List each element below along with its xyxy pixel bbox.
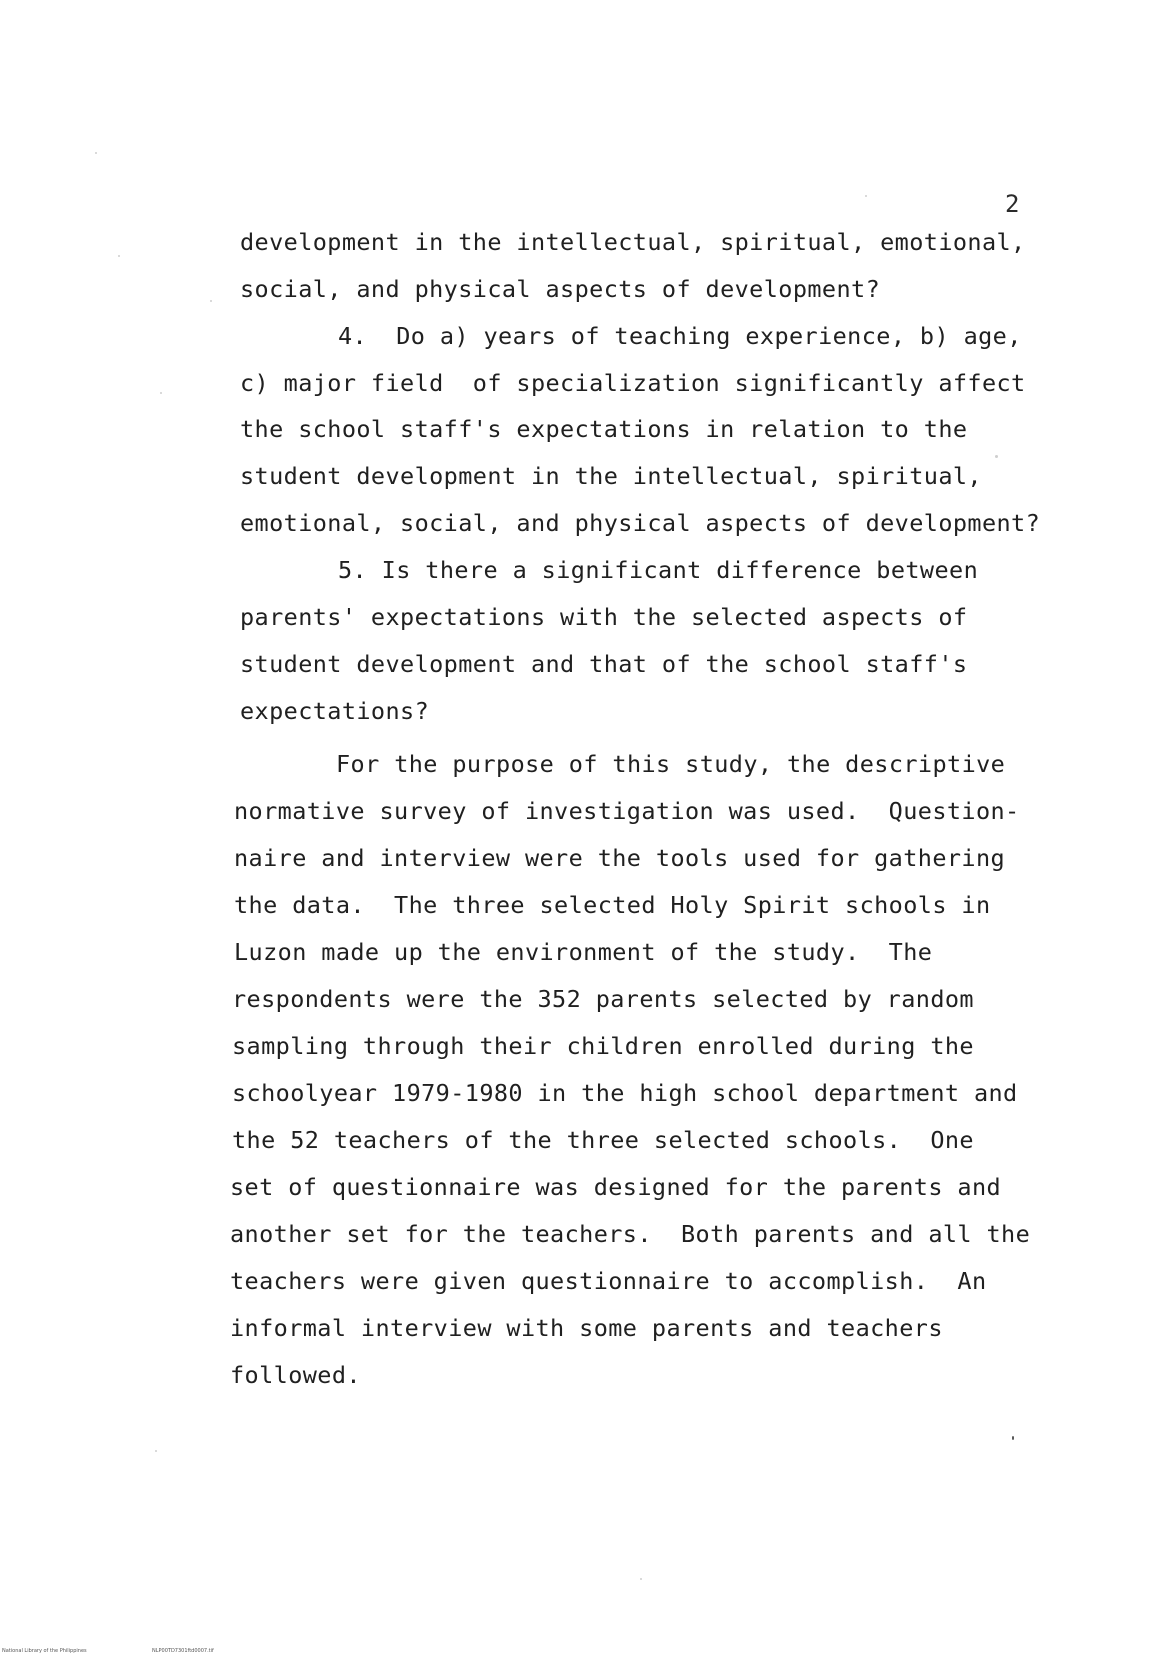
footer-filename: NLP00TD7301ftd0007.tif [152, 1648, 214, 1654]
scan-speck [160, 392, 162, 394]
text-line: expectations? [240, 697, 430, 725]
text-line: set of questionnaire was designed for the parents and [230, 1173, 1002, 1201]
text-line: informal interview with some parents and teachers [230, 1314, 943, 1342]
text-line: parents' expectations with the selected aspects of [240, 603, 968, 631]
text-line: For the purpose of this study, the descriptive [336, 750, 1006, 778]
text-line: student development and that of the school staff's [240, 650, 968, 678]
text-line: respondents were the 352 parents selected by random [232, 985, 974, 1013]
scan-speck [155, 1450, 157, 1452]
scan-speck [995, 455, 998, 458]
scan-speck [640, 1578, 642, 1580]
page-number: 2 [1005, 190, 1020, 218]
scan-speck [865, 195, 867, 197]
text-line: another set for the teachers. Both parents and all the [230, 1220, 1031, 1248]
text-line: followed. [230, 1361, 361, 1389]
text-line: emotional, social, and physical aspects of development? [240, 509, 1041, 537]
text-line: development in the intellectual, spiritual, emotional, [240, 228, 1026, 256]
text-line: teachers were given questionnaire to accomplish. An [230, 1267, 987, 1295]
text-line: sampling through their children enrolled during the [232, 1032, 974, 1060]
text-line: 4. Do a) years of teaching experience, b) age, [338, 322, 1022, 350]
scan-speck [95, 152, 97, 154]
text-line: normative survey of investigation was used. Question- [234, 797, 1020, 825]
text-line: social, and physical aspects of development? [240, 275, 881, 303]
footer-library: National Library of the Philippines [2, 1648, 87, 1654]
text-line: the 52 teachers of the three selected schools. One [232, 1126, 974, 1154]
text-line: the school staff's expectations in relation to the [240, 415, 968, 443]
scan-speck [210, 300, 212, 302]
text-line: Luzon made up the environment of the study. The [234, 938, 933, 966]
text-line: c) major field of specialization significantly affect [240, 369, 1026, 397]
text-line: 5. Is there a significant difference between [338, 556, 979, 584]
text-line: the data. The three selected Holy Spirit schools in [234, 891, 991, 919]
text-line: naire and interview were the tools used for gathering [234, 844, 1006, 872]
scan-speck [1012, 1436, 1014, 1440]
text-line: schoolyear 1979-1980 in the high school department and [232, 1079, 1018, 1107]
text-line: student development in the intellectual, spiritual, [240, 462, 982, 490]
scan-speck [118, 255, 120, 257]
